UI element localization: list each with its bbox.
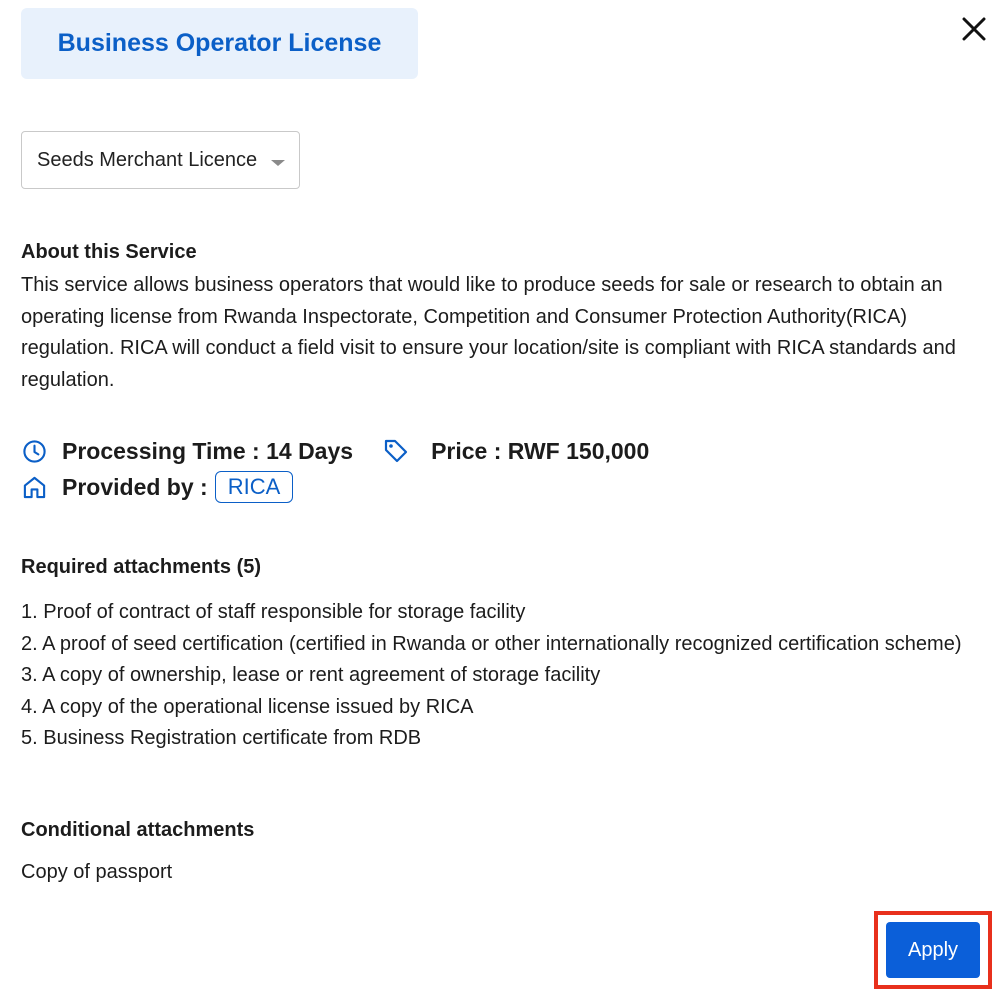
- conditional-attachments-title: Conditional attachments: [21, 819, 255, 841]
- list-item: 5. Business Registration certificate from RDB: [21, 727, 422, 749]
- list-item: 3. A copy of ownership, lease or rent agreement of storage facility: [21, 664, 601, 686]
- info-row-processing-price: [21, 434, 649, 468]
- close-icon: [962, 17, 986, 41]
- dialog-title: Business Operator License: [57, 29, 382, 57]
- list-item: 4. A copy of the operational license issued by RICA: [21, 695, 474, 718]
- service-type-select[interactable]: [21, 131, 300, 189]
- apply-button[interactable]: Apply: [886, 922, 980, 978]
- about-title: About this Service: [21, 241, 197, 263]
- required-attachments-title: Required attachments (5): [21, 556, 262, 578]
- price: Price : RWF 150,000: [431, 437, 650, 464]
- price-tag-icon: [383, 438, 409, 464]
- apply-button-highlight: [874, 911, 992, 989]
- home-icon: [21, 474, 47, 500]
- clock-icon: [21, 438, 47, 464]
- dropdown-caret-icon: [271, 160, 285, 166]
- conditional-attachments-text: Copy of passport: [21, 861, 173, 883]
- about-text: This service allows business operators that would like to produce seeds for sale or research to obtain an operating license from Rwanda Inspectorate, Competition and Consumer Protection Authority(RICA) regulation. RICA will conduct a field visit to ensure your location/site is compliant with RICA standards and regulation.: [21, 274, 956, 391]
- provided-by-label: Provided by :: [62, 473, 208, 500]
- processing-time: Processing Time : 14 Days: [62, 437, 354, 464]
- list-item: 2. A proof of seed certification (certified in Rwanda or other internationally recognized certification scheme): [21, 632, 962, 655]
- title-tab: [21, 8, 418, 79]
- required-attachments-list: [21, 597, 986, 755]
- service-type-selected-value: Seeds Merchant Licence: [37, 148, 258, 171]
- close-button[interactable]: [957, 12, 991, 46]
- list-item: 1. Proof of contract of staff responsible for storage facility: [21, 601, 526, 623]
- provider-badge: RICA: [215, 471, 294, 503]
- info-row-provider: [21, 470, 293, 504]
